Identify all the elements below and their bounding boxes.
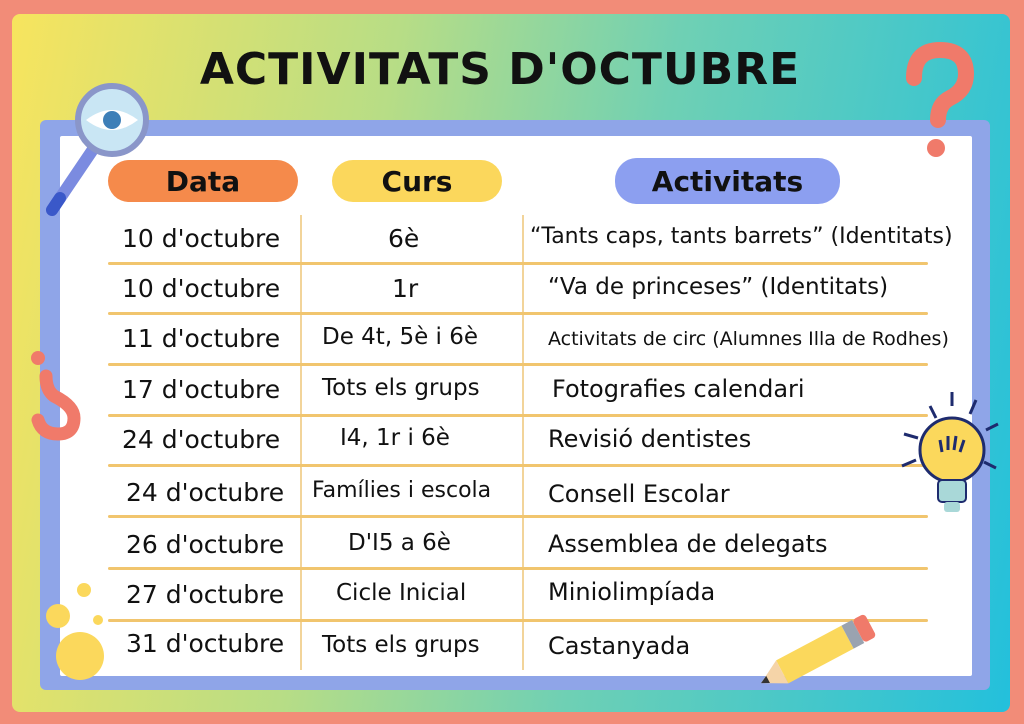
row-divider xyxy=(108,464,928,467)
column-divider-2 xyxy=(522,215,524,670)
bubbles-icon xyxy=(42,576,112,686)
inverted-question-mark-icon xyxy=(24,346,104,446)
cell-curs: 1r xyxy=(392,274,419,303)
cell-activitat: “Va de princeses” (Identitats) xyxy=(548,274,889,300)
header-data: Data xyxy=(108,160,298,202)
page-title: ACTIVITATS D'OCTUBRE xyxy=(199,44,801,95)
row-divider xyxy=(108,567,928,570)
cell-activitat: Fotografies calendari xyxy=(552,375,805,403)
cell-curs: De 4t, 5è i 6è xyxy=(322,324,479,350)
cell-curs: D'I5 a 6è xyxy=(348,530,451,556)
cell-activitat: Revisió dentistes xyxy=(548,425,752,453)
cell-activitat: Activitats de circ (Alumnes Illa de Rodhes) xyxy=(548,328,949,350)
cell-date: 24 d'octubre xyxy=(126,478,285,507)
header-curs: Curs xyxy=(332,160,502,202)
cell-activitat: Consell Escolar xyxy=(548,480,730,508)
cell-curs: Tots els grups xyxy=(322,375,480,401)
row-divider xyxy=(108,262,928,265)
cell-activitat: “Tants caps, tants barrets” (Identitats) xyxy=(530,224,953,249)
cell-date: 10 d'octubre xyxy=(122,274,281,303)
column-divider-1 xyxy=(300,215,302,670)
row-divider xyxy=(108,312,928,315)
row-divider xyxy=(108,414,928,417)
cell-curs: Tots els grups xyxy=(322,632,480,658)
lightbulb-icon xyxy=(896,388,1008,528)
cell-curs: Cicle Inicial xyxy=(336,580,467,606)
cell-date: 24 d'octubre xyxy=(122,425,281,454)
cell-curs: 6è xyxy=(388,224,420,253)
header-activitats: Activitats xyxy=(615,158,840,204)
magnifier-eye-icon xyxy=(40,80,150,220)
question-mark-icon xyxy=(892,40,982,160)
cell-curs: Famílies i escola xyxy=(312,478,492,503)
cell-date: 26 d'octubre xyxy=(126,530,285,559)
cell-date: 11 d'octubre xyxy=(122,324,281,353)
cell-date: 10 d'octubre xyxy=(122,224,281,253)
cell-curs: I4, 1r i 6è xyxy=(340,425,450,451)
cell-activitat: Assemblea de delegats xyxy=(548,530,828,558)
cell-date: 27 d'octubre xyxy=(126,580,285,609)
cell-date: 31 d'octubre xyxy=(126,629,285,658)
cell-activitat: Castanyada xyxy=(548,632,691,660)
pencil-icon xyxy=(748,612,888,696)
cell-activitat: Miniolimpíada xyxy=(548,578,716,606)
row-divider xyxy=(108,363,928,366)
row-divider xyxy=(108,515,928,518)
cell-date: 17 d'octubre xyxy=(122,375,281,404)
